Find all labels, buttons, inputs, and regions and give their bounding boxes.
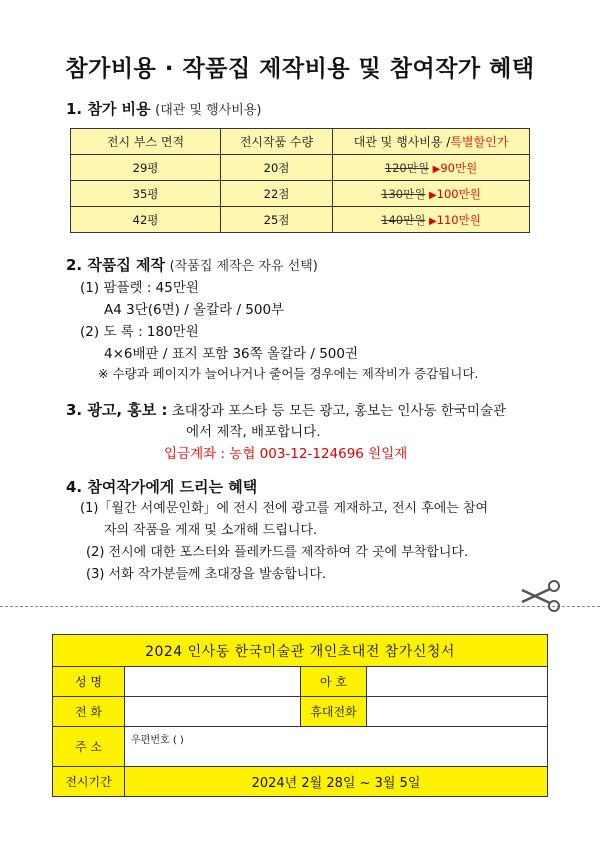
sale-price: 90만원: [440, 160, 478, 175]
header-area: 전시 부스 면적: [71, 129, 221, 155]
section3-text1: 초대장과 포스타 등 모든 광고, 홍보는 인사동 한국미술관: [171, 403, 507, 419]
section3-text2: 에서 제작, 배포합니다.: [186, 424, 321, 440]
section2-item2: (2) 도 록 : 180만원: [80, 324, 199, 340]
row-count: 22점: [221, 181, 333, 207]
section2-heading: 2. 작품집 제작: [66, 256, 166, 274]
application-form: [52, 634, 548, 797]
header-discount-label: 특별할인가: [450, 135, 509, 149]
name-label: 성 명: [53, 667, 125, 697]
pen-name-label: 아 호: [301, 667, 367, 697]
original-price: 120만원: [384, 160, 429, 175]
section4-heading-row: [66, 476, 257, 497]
table-row: [71, 207, 530, 233]
section2-item2-detail: 4×6배판 / 표지 포함 36쪽 올칼라 / 500권: [104, 346, 359, 362]
row-area: 42평: [71, 207, 221, 233]
section4-item2: (2) 전시에 대한 포스터와 플레카드를 제작하여 각 곳에 부착합니다.: [86, 545, 469, 560]
address-field[interactable]: [125, 727, 548, 767]
section1-heading-row: [66, 98, 261, 119]
fee-table-header: [71, 129, 530, 155]
form-title: 2024 인사동 한국미술관 개인초대전 참가신청서: [53, 635, 548, 667]
fee-table: [70, 128, 530, 233]
row-price: [333, 155, 530, 181]
arrow-icon: ▶: [428, 215, 437, 227]
header-cost: [333, 129, 530, 155]
cut-line: [0, 606, 600, 607]
section4-item1b: 자의 작품을 게재 및 소개해 드립니다.: [104, 523, 318, 538]
section4-heading: 4. 참여작가에게 드리는 혜택: [66, 478, 258, 496]
mobile-label: 휴대전화: [301, 697, 367, 727]
section2-item1-detail: A4 3단(6면) / 올칼라 / 500부: [104, 302, 285, 318]
row-price: [333, 207, 530, 233]
mobile-field[interactable]: [367, 697, 548, 727]
page-title: 참가비용 · 작품집 제작비용 및 참여작가 혜택: [65, 56, 535, 82]
row-area: 29평: [71, 155, 221, 181]
section2-note: ※ 수량과 페이지가 늘어나거나 줄어들 경우에는 제작비가 증감됩니다.: [98, 366, 479, 381]
header-cost-label: 대관 및 행사비용 /: [353, 135, 451, 149]
pen-name-field[interactable]: [367, 667, 548, 697]
sale-price: 100만원: [436, 186, 481, 201]
row-count: 25점: [221, 207, 333, 233]
row-price: [333, 181, 530, 207]
period-value: 2024년 2월 28일 ~ 3월 5일: [125, 767, 548, 797]
section1-heading: 1. 참가 비용: [66, 100, 151, 118]
row-area: 35평: [71, 181, 221, 207]
section4-item3: (3) 서화 작가분들께 초대장을 발송합니다.: [86, 567, 327, 582]
original-price: 130만원: [381, 186, 426, 201]
section2-heading-row: [66, 254, 318, 275]
phone-label: 전 화: [53, 697, 125, 727]
row-count: 20점: [221, 155, 333, 181]
original-price: 140만원: [381, 212, 426, 227]
arrow-icon: ▶: [428, 189, 437, 201]
name-field[interactable]: [125, 667, 301, 697]
section1-sub: (대관 및 행사비용): [155, 103, 262, 118]
postal-code-label: 우편번호 ( ): [131, 735, 184, 746]
table-row: [71, 181, 530, 207]
table-row: [71, 155, 530, 181]
section4-item1a: (1)「월간 서예문인화」에 전시 전에 광고를 게재하고, 전시 후에는 참여: [80, 501, 489, 516]
arrow-icon: ▶: [432, 163, 441, 175]
section3-row: [66, 399, 506, 420]
bank-account: 입금계좌 : 농협 003-12-124696 원일재: [164, 446, 408, 462]
sale-price: 110만원: [436, 212, 481, 227]
period-label: 전시기간: [53, 767, 125, 797]
phone-field[interactable]: [125, 697, 301, 727]
scissors-icon: [518, 578, 564, 614]
section2-sub: (작품집 제작은 자유 선택): [169, 259, 318, 274]
section2-item1: (1) 팜플렛 : 45만원: [80, 280, 199, 296]
address-label: 주 소: [53, 727, 125, 767]
section3-heading: 3. 광고, 홍보 :: [66, 401, 168, 419]
header-count: 전시작품 수량: [221, 129, 333, 155]
